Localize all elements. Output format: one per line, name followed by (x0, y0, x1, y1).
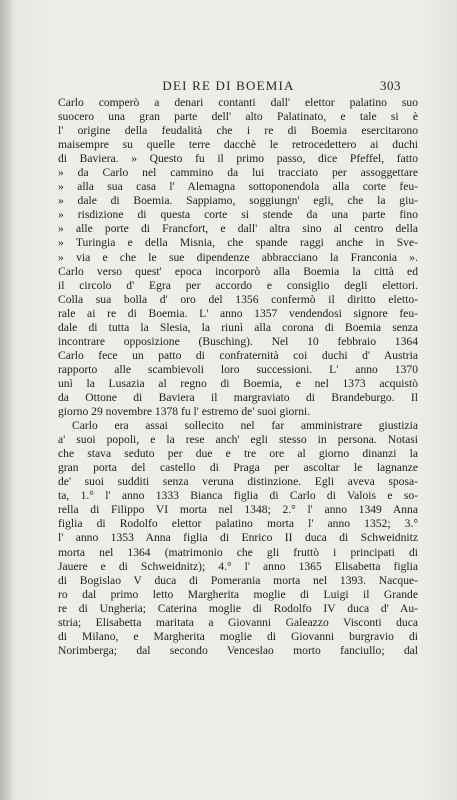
text-line: Carlo fece un patto di confraternità coi duchi d' Austria (58, 348, 418, 362)
text-line: rale ai re di Boemia. L' anno 1357 vendendosi signore feu- (58, 306, 418, 320)
running-head (0, 78, 457, 96)
text-line: Carlo verso quest' epoca incorporò alla Boemia la città ed (58, 264, 418, 278)
text-line: rella di Filippo VI morta nel 1348; 2.° l' anno 1349 Anna (58, 503, 418, 517)
text-line: di Bogislao V duca di Pomerania morta nel 1393. Nacque- (58, 573, 418, 587)
text-line: il circolo d' Egra per accordo e consiglio degli elettori. (58, 278, 418, 292)
text-line: » via e che le sue dipendenze abbracciano la Franconia ». (58, 250, 418, 264)
text-line: Colla sua bolla d' oro del 1356 confermò il diritto eletto- (58, 292, 418, 306)
text-line: » dale di Boemia. Sappiamo, soggiungn' egli, che la giu- (58, 194, 418, 208)
page-number: 303 (380, 78, 401, 93)
text-line: » da Carlo nel cammino da lui tracciato per assoggettare (58, 166, 418, 180)
body-text (58, 96, 418, 658)
text-line: di Milano, e Margherita moglie di Giovanni burgravio di (58, 629, 418, 643)
text-line: » alle porte di Francfort, e dall' altra sino al centro della (58, 222, 418, 236)
text-line: che stava seduto per due e tre ore al giorno dinanzi la (58, 447, 418, 461)
text-line: da Ottone di Baviera il margraviato di Brandeburgo. Il (58, 390, 418, 404)
text-line: dale di tutta la Slesia, la riunì alla corona di Boemia senza (58, 320, 418, 334)
text-line: morta nel 1364 (matrimonio che gli fruttò i principati di (58, 545, 418, 559)
text-line: Carlo era assai sollecito nel far amministrare giustizia (72, 419, 418, 433)
text-line: l' anno 1353 Anna figlia di Enrico II duca di Schweidnitz (58, 531, 418, 545)
text-line: a' suoi popoli, e la rese anch' egli stesso in persona. Notasi (58, 433, 418, 447)
text-line: Norimberga; dal secondo Venceslao morto fanciullo; dal (58, 643, 418, 657)
text-line: ta, 1.° l' anno 1333 Bianca figlia di Carlo di Valois e so- (58, 489, 418, 503)
text-line: incontrare opposizione (Busching). Nel 10 febbraio 1364 (58, 334, 418, 348)
text-line: di Baviera. » Questo fu il primo passo, dice Pfeffel, fatto (58, 152, 418, 166)
text-line: figlia di Rodolfo elettor palatino morta l' anno 1352; 3.° (58, 517, 418, 531)
text-line: maisempre su quelle terre dacchè le retrocedettero ai duchi (58, 138, 418, 152)
text-line: stria; Elisabetta maritata a Giovanni Galeazzo Visconti duca (58, 615, 418, 629)
text-line: Jauere e di Schweidnitz); 4.° l' anno 1365 Elisabetta figlia (58, 559, 418, 573)
text-line: de' suoi sudditi senza veruna distinzione. Egli aveva sposa- (58, 475, 418, 489)
page-gutter-shadow (0, 0, 12, 800)
text-line: » risdizione di questa corte si stende da una parte fino (58, 208, 418, 222)
text-line: rapporto alle scambievoli loro successioni. L' anno 1370 (58, 362, 418, 376)
text-line: gran porta del castello di Praga per ascoltar le lagnanze (58, 461, 418, 475)
text-line: re di Ungheria; Caterina moglie di Rodolfo IV duca d' Au- (58, 601, 418, 615)
text-line: giorno 29 novembre 1378 fu l' estremo de' suoi giorni. (58, 405, 311, 419)
text-line: l' origine della feudalità che i re di Boemia esercitarono (58, 124, 418, 138)
text-line: unì la Lusazia al regno di Boemia, e nel 1373 acquistò (58, 376, 418, 390)
text-line: Carlo comperò a denari contanti dall' elettor palatino suo (58, 96, 418, 109)
running-head-title: DEI RE DI BOEMIA (162, 78, 295, 93)
text-line: » Turingia e della Misnia, che spande raggi anche in Sve- (58, 236, 418, 250)
text-line: » alla sua casa l' Alemagna sottoponendola alla corte feu- (58, 180, 418, 194)
text-line: ro dal primo letto Margherita moglie di Luigi il Grande (58, 587, 418, 601)
text-line: suocero una gran parte dell' alto Palatinato, e tale si è (58, 110, 418, 124)
